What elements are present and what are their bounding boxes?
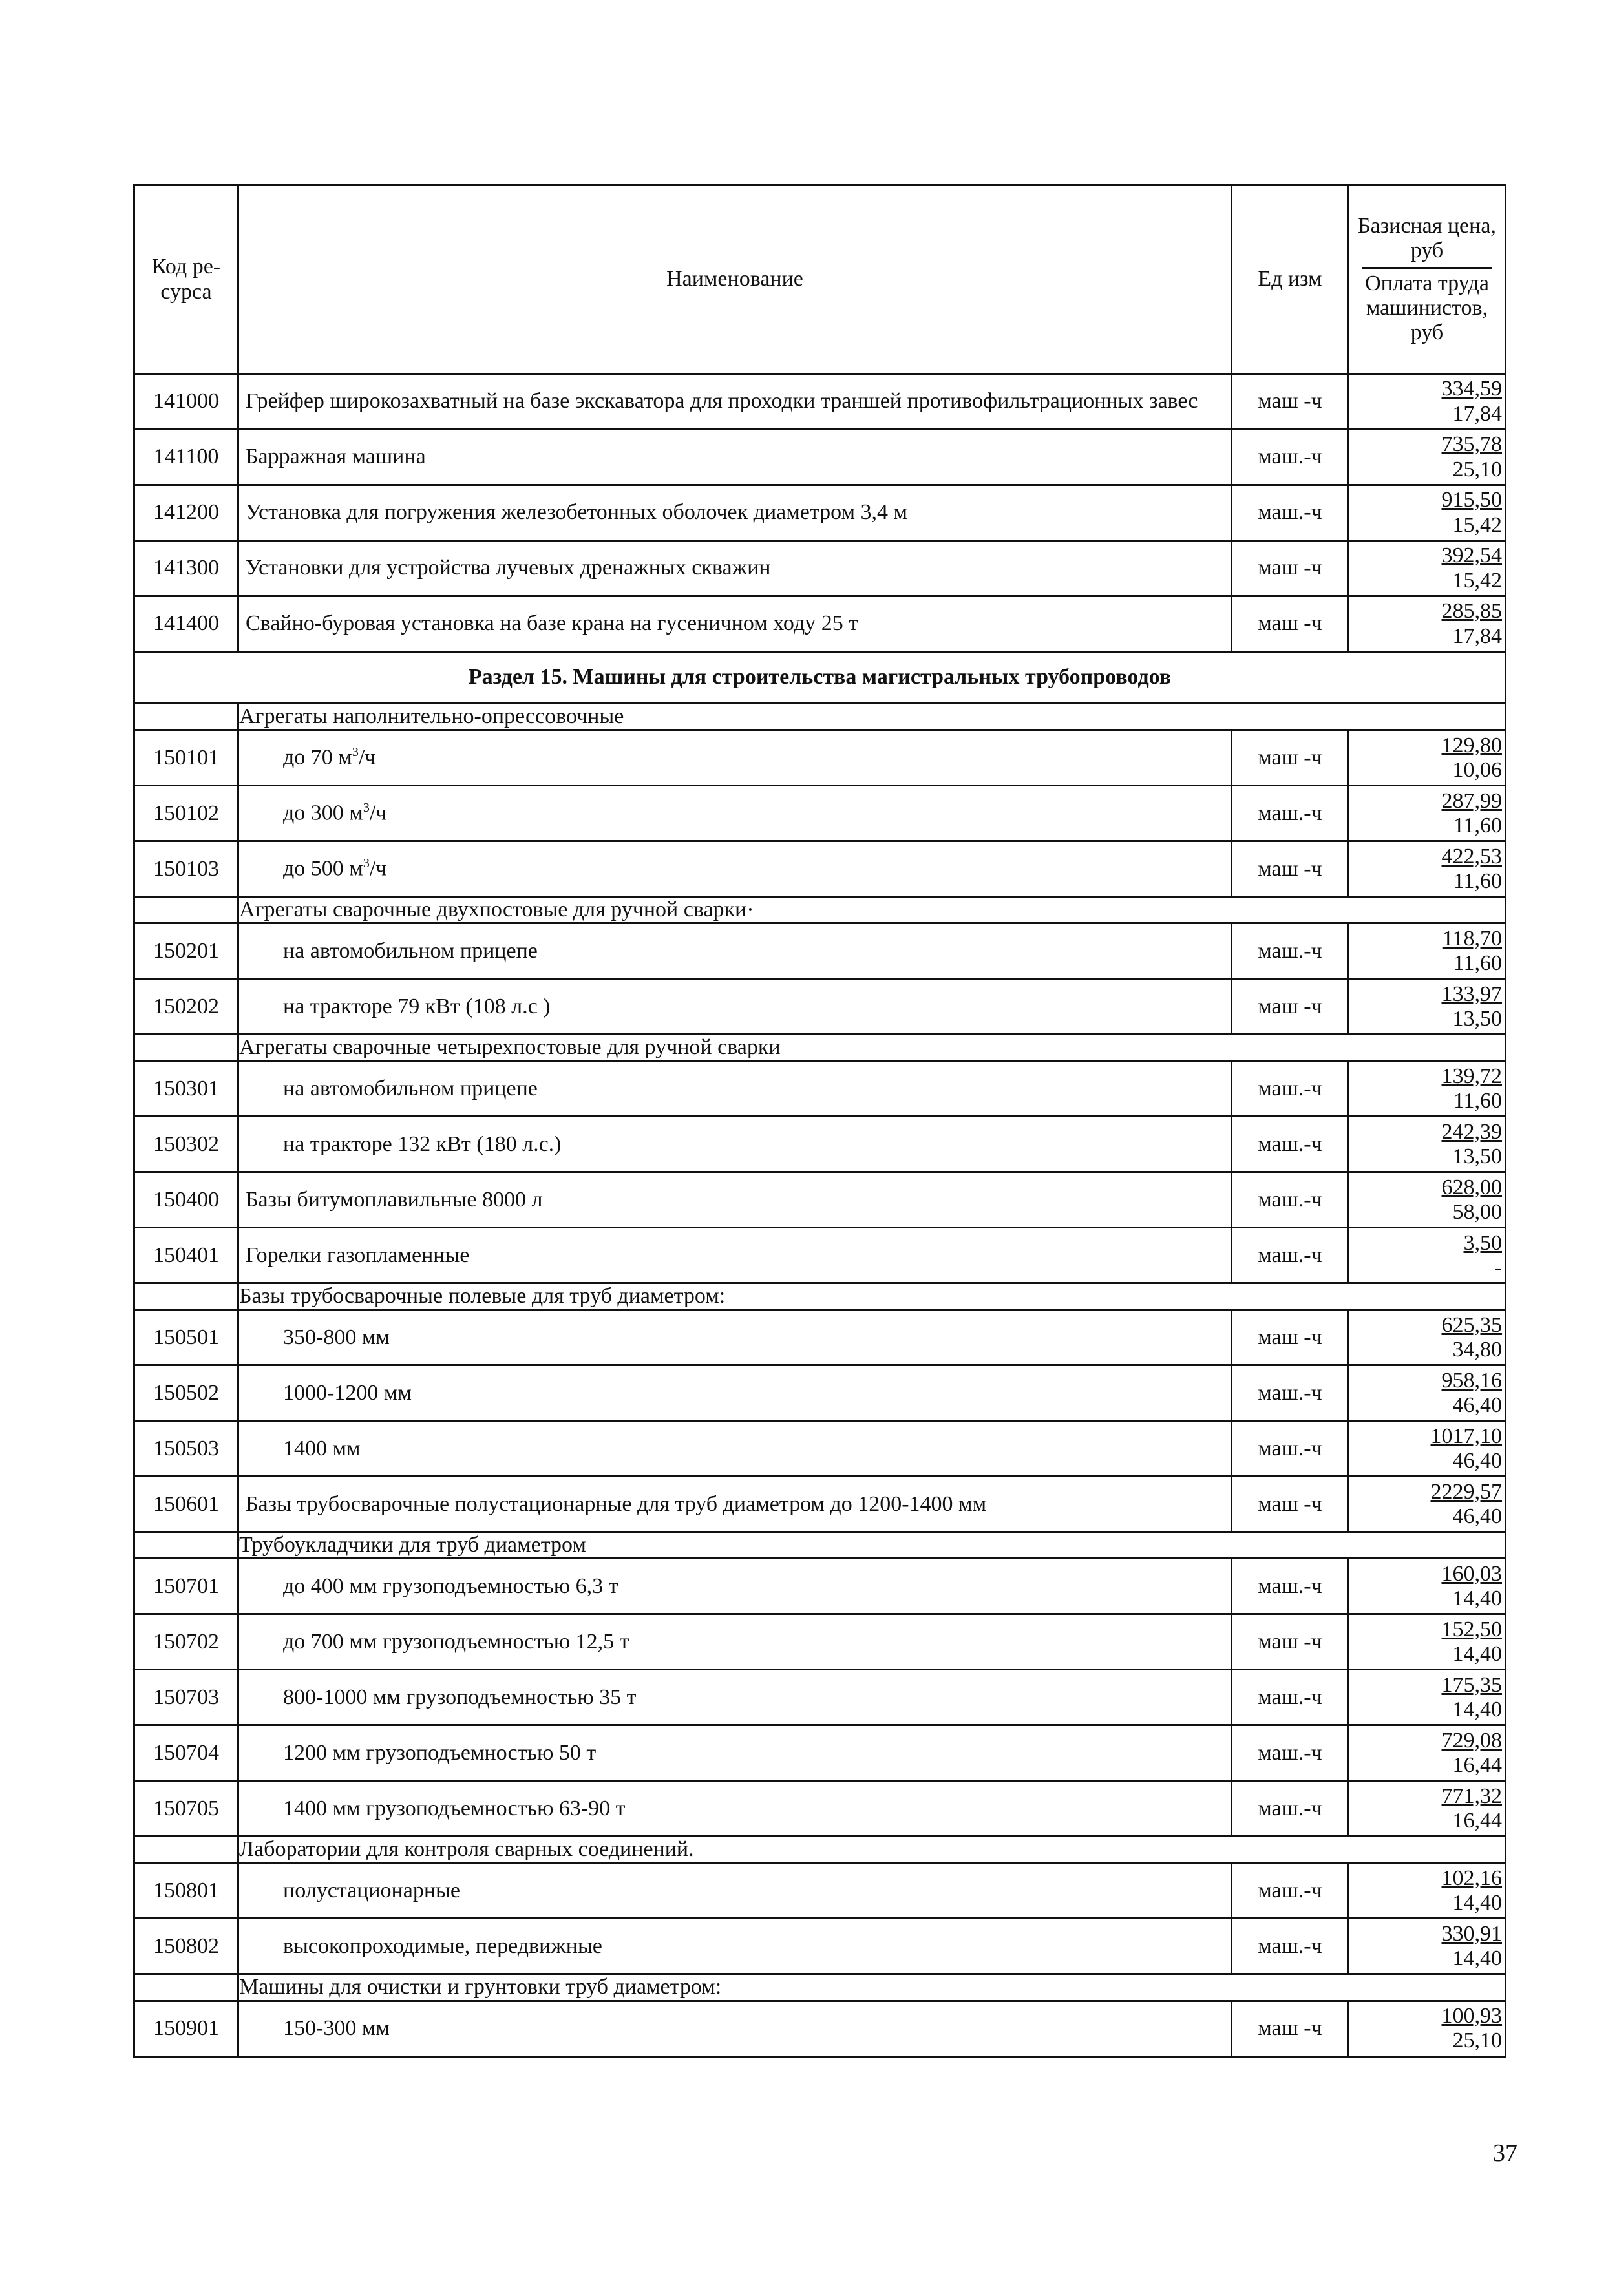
price-cell [1349,1061,1506,1117]
price-cell [1349,1477,1506,1532]
group-heading: Агрегаты сварочные четырехпостовые для ручной сварки [238,1035,1506,1061]
wage-price: 17,84 [1452,624,1502,648]
resource-code: 150302 [134,1117,238,1172]
wage-price: 11,60 [1453,813,1502,837]
table-row [134,485,1506,541]
price-cell [1349,841,1506,897]
resource-name: на тракторе 132 кВт (180 л.с.) [238,1117,1232,1172]
resource-name-part: до 70 м [283,745,352,770]
base-price: 735,78 [1441,432,1502,457]
resource-code: 150101 [134,730,238,786]
unit-cell: маш.-ч [1232,485,1349,541]
base-price: 3,50 [1463,1230,1502,1255]
resource-code: 150901 [134,2001,238,2056]
group-gap [134,1283,238,1310]
unit-cell: маш.-ч [1232,1117,1349,1172]
price-table [133,184,1506,2058]
base-price: 133,97 [1441,982,1502,1006]
unit-cell: маш.-ч [1232,1725,1349,1781]
unit-cell: маш.-ч [1232,430,1349,485]
base-price: 2229,57 [1430,1479,1502,1504]
group-gap [134,1837,238,1863]
header-price-base: Базисная цена, руб [1358,213,1496,262]
table-row [134,786,1506,841]
unit-cell: маш -ч [1232,730,1349,786]
resource-code: 141100 [134,430,238,485]
group-heading: Трубоукладчики для труб диаметром [238,1532,1506,1559]
wage-price: 46,40 [1452,1504,1502,1528]
resource-name: до 400 мм грузоподъемностью 6,3 т [238,1559,1232,1614]
base-price: 771,32 [1441,1784,1502,1808]
table-row [134,1117,1506,1172]
price-cell [1349,1421,1506,1477]
base-price: 175,35 [1441,1672,1502,1697]
resource-name-part: /ч [358,745,376,770]
resource-code: 150802 [134,1919,238,1974]
unit-cell: маш.-ч [1232,1863,1349,1919]
wage-price: 25,10 [1452,2028,1502,2053]
base-price: 392,54 [1441,543,1502,568]
base-price: 139,72 [1441,1064,1502,1088]
unit-cell: маш -ч [1232,374,1349,430]
resource-name: высокопроходимые, передвижные [238,1919,1232,1974]
wage-price: 14,40 [1452,1586,1502,1610]
resource-code: 150401 [134,1228,238,1283]
group-heading-row [134,1035,1506,1061]
group-heading-row [134,897,1506,923]
base-price: 625,35 [1441,1312,1502,1337]
price-cell [1349,1863,1506,1919]
table-row [134,1310,1506,1365]
resource-code: 150301 [134,1061,238,1117]
base-price: 102,16 [1441,1866,1502,1890]
wage-price: 14,40 [1452,1697,1502,1722]
base-price: 958,16 [1441,1368,1502,1393]
wage-price: 15,42 [1452,512,1502,537]
resource-name: на тракторе 79 кВт (108 л.с ) [238,979,1232,1035]
resource-name-sup: 3 [352,745,359,760]
table-row [134,979,1506,1035]
price-cell [1349,1781,1506,1837]
wage-price: 11,60 [1453,869,1502,893]
table-row [134,596,1506,652]
resource-code: 150701 [134,1559,238,1614]
base-price: 118,70 [1442,926,1502,951]
unit-cell: маш.-ч [1232,923,1349,979]
group-heading: Агрегаты наполнительно-опрессовочные [238,704,1506,730]
resource-code: 150501 [134,1310,238,1365]
base-price: 287,99 [1441,788,1502,813]
resource-name: до 700 мм грузоподъемностью 12,5 т [238,1614,1232,1670]
base-price: 729,08 [1441,1728,1502,1753]
unit-cell: маш -ч [1232,2001,1349,2056]
resource-name-part: до 500 м [283,856,363,881]
table-row [134,1365,1506,1421]
table-row [134,730,1506,786]
wage-price: - [1494,1255,1502,1280]
wage-price: 25,10 [1452,457,1502,481]
unit-cell: маш.-ч [1232,1172,1349,1228]
resource-code: 150705 [134,1781,238,1837]
table-row [134,1477,1506,1532]
resource-name: Горелки газопламенные [238,1228,1232,1283]
resource-code: 150400 [134,1172,238,1228]
base-price: 330,91 [1441,1921,1502,1946]
group-heading-row [134,1974,1506,2001]
unit-cell: маш -ч [1232,979,1349,1035]
section-title: Раздел 15. Машины для строительства магистральных трубопроводов [134,652,1506,704]
group-heading: Базы трубосварочные полевые для труб диаметром: [238,1283,1506,1310]
resource-name-sup: 3 [363,801,370,816]
price-cell [1349,1725,1506,1781]
header-name: Наименование [238,185,1232,374]
table-header [134,185,1506,374]
resource-name: 1400 мм грузоподъемностью 63-90 т [238,1781,1232,1837]
unit-cell: маш.-ч [1232,1919,1349,1974]
group-heading: Агрегаты сварочные двухпостовые для ручной сварки· [238,897,1506,923]
resource-name: на автомобильном прицепе [238,923,1232,979]
resource-code: 150704 [134,1725,238,1781]
wage-price: 34,80 [1452,1337,1502,1362]
group-heading: Машины для очистки и грунтовки труб диаметром: [238,1974,1506,2001]
unit-cell: маш.-ч [1232,1365,1349,1421]
price-cell [1349,1117,1506,1172]
price-cell [1349,730,1506,786]
unit-cell: маш -ч [1232,841,1349,897]
wage-price: 13,50 [1452,1144,1502,1168]
resource-code: 150103 [134,841,238,897]
resource-name: 800-1000 мм грузоподъемностью 35 т [238,1670,1232,1725]
table-row [134,430,1506,485]
header-price-wage: Оплата труда машинистов, руб [1365,271,1489,345]
unit-cell: маш -ч [1232,1477,1349,1532]
resource-name: Барражная машина [238,430,1232,485]
page-number: 37 [1493,2140,1517,2167]
resource-code: 141000 [134,374,238,430]
unit-cell: маш -ч [1232,541,1349,596]
table-row [134,2001,1506,2056]
header-price-divider [1362,267,1492,269]
unit-cell: маш.-ч [1232,1559,1349,1614]
price-cell [1349,430,1506,485]
wage-price: 16,44 [1452,1753,1502,1777]
wage-price: 14,40 [1452,1890,1502,1915]
price-cell [1349,923,1506,979]
table-row [134,923,1506,979]
group-gap [134,1035,238,1061]
base-price: 152,50 [1441,1617,1502,1641]
unit-cell: маш.-ч [1232,1421,1349,1477]
price-cell [1349,979,1506,1035]
resource-code: 141200 [134,485,238,541]
group-gap [134,704,238,730]
price-cell [1349,541,1506,596]
table-row [134,1172,1506,1228]
resource-name: Базы битумоплавильные 8000 л [238,1172,1232,1228]
base-price: 1017,10 [1430,1424,1502,1448]
resource-code: 150703 [134,1670,238,1725]
resource-code: 150102 [134,786,238,841]
group-heading-row [134,704,1506,730]
price-cell [1349,1365,1506,1421]
price-cell [1349,596,1506,652]
price-cell [1349,1228,1506,1283]
resource-name: Установки для устройства лучевых дренажных скважин [238,541,1232,596]
wage-price: 11,60 [1453,1088,1502,1113]
resource-name: на автомобильном прицепе [238,1061,1232,1117]
base-price: 628,00 [1441,1175,1502,1199]
wage-price: 17,84 [1452,401,1502,426]
resource-code: 141300 [134,541,238,596]
group-heading-row [134,1532,1506,1559]
group-heading-row [134,1283,1506,1310]
resource-code: 141400 [134,596,238,652]
table-row [134,1061,1506,1117]
resource-code: 150503 [134,1421,238,1477]
resource-code: 150502 [134,1365,238,1421]
resource-name: Грейфер широкозахватный на базе экскаватора для проходки траншей противофильтрационных завес [238,374,1232,430]
wage-price: 13,50 [1452,1006,1502,1031]
header-unit: Ед изм [1232,185,1349,374]
resource-name: полустационарные [238,1863,1232,1919]
table-row [134,1421,1506,1477]
resource-code: 150702 [134,1614,238,1670]
resource-name-part: /ч [369,801,387,825]
group-gap [134,1974,238,2001]
wage-price: 11,60 [1453,951,1502,975]
resource-name-sup: 3 [363,856,370,871]
resource-name: 1400 мм [238,1421,1232,1477]
table-row [134,1670,1506,1725]
unit-cell: маш -ч [1232,1614,1349,1670]
unit-cell: маш.-ч [1232,1781,1349,1837]
price-cell [1349,1614,1506,1670]
header-price [1349,185,1506,374]
table-row [134,1725,1506,1781]
resource-name [238,730,1232,786]
table-row [134,841,1506,897]
base-price: 334,59 [1441,377,1502,401]
unit-cell: маш.-ч [1232,1670,1349,1725]
group-gap [134,1532,238,1559]
resource-code: 150801 [134,1863,238,1919]
unit-cell: маш -ч [1232,1310,1349,1365]
price-cell [1349,786,1506,841]
wage-price: 46,40 [1452,1393,1502,1417]
table-row [134,1863,1506,1919]
table-row [134,1614,1506,1670]
group-gap [134,897,238,923]
price-cell [1349,1919,1506,1974]
table-row [134,541,1506,596]
resource-name: 150-300 мм [238,2001,1232,2056]
price-cell [1349,1559,1506,1614]
base-price: 915,50 [1441,488,1502,512]
base-price: 160,03 [1441,1561,1502,1586]
resource-name: Базы трубосварочные полустационарные для труб диаметром до 1200-1400 мм [238,1477,1232,1532]
group-heading: Лаборатории для контроля сварных соединений. [238,1837,1506,1863]
group-heading-row [134,1837,1506,1863]
table-row [134,1228,1506,1283]
table-row [134,1559,1506,1614]
table-row [134,1919,1506,1974]
resource-code: 150601 [134,1477,238,1532]
wage-price: 14,40 [1452,1641,1502,1666]
wage-price: 15,42 [1452,568,1502,593]
resource-name [238,841,1232,897]
resource-name-part: до 300 м [283,801,363,825]
resource-name-part: /ч [369,856,387,881]
base-price: 285,85 [1441,599,1502,624]
base-price: 129,80 [1441,733,1502,757]
resource-name: 1200 мм грузоподъемностью 50 т [238,1725,1232,1781]
section-row [134,652,1506,704]
price-cell [1349,2001,1506,2056]
table-row [134,1781,1506,1837]
price-cell [1349,374,1506,430]
wage-price: 16,44 [1452,1808,1502,1833]
unit-cell: маш.-ч [1232,1228,1349,1283]
resource-code: 150201 [134,923,238,979]
wage-price: 10,06 [1452,757,1502,782]
wage-price: 58,00 [1452,1199,1502,1224]
resource-name: Свайно-буровая установка на базе крана на гусеничном ходу 25 т [238,596,1232,652]
base-price: 100,93 [1441,2003,1502,2028]
table-row [134,374,1506,430]
wage-price: 14,40 [1452,1946,1502,1970]
unit-cell: маш -ч [1232,596,1349,652]
resource-name: 350-800 мм [238,1310,1232,1365]
base-price: 242,39 [1441,1119,1502,1144]
resource-name [238,786,1232,841]
resource-code: 150202 [134,979,238,1035]
resource-name: Установка для погружения железобетонных оболочек диаметром 3,4 м [238,485,1232,541]
wage-price: 46,40 [1452,1448,1502,1473]
base-price: 422,53 [1441,844,1502,869]
resource-name: 1000-1200 мм [238,1365,1232,1421]
price-cell [1349,1670,1506,1725]
header-code: Код ре- сурса [134,185,238,374]
unit-cell: маш.-ч [1232,786,1349,841]
price-cell [1349,1172,1506,1228]
price-cell [1349,485,1506,541]
unit-cell: маш.-ч [1232,1061,1349,1117]
price-cell [1349,1310,1506,1365]
